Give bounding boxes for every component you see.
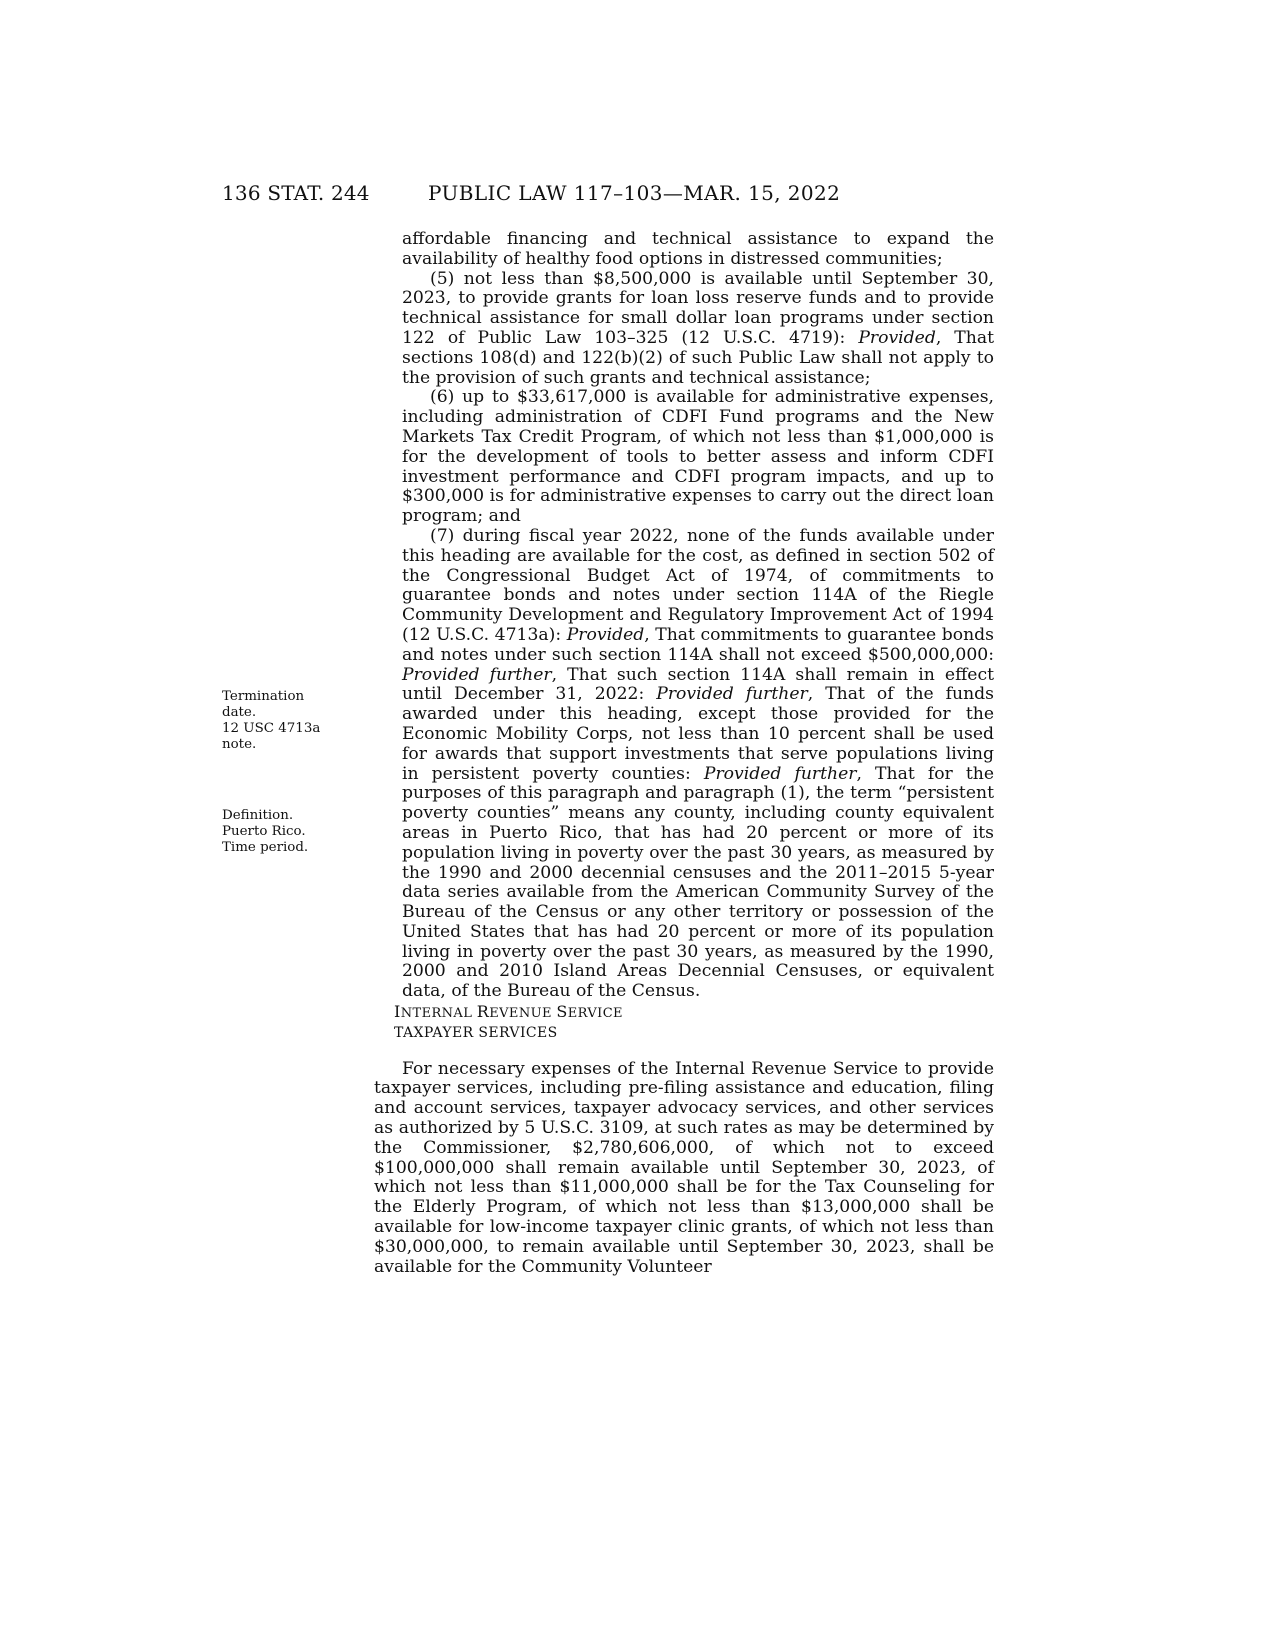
- heading-letter: R: [476, 1002, 490, 1022]
- margin-note-line: Termination: [222, 689, 305, 704]
- margin-note-line: note.: [222, 737, 257, 752]
- heading-letter: I: [394, 1002, 401, 1022]
- provided-clause: Provided: [858, 327, 936, 348]
- paragraph-5: [374, 270, 994, 389]
- margin-note-line: date.: [222, 705, 257, 720]
- section-heading-irs: [374, 1002, 994, 1024]
- heading-small-caps: ERVICE: [567, 1006, 623, 1022]
- text-run: , That of the funds awarded under this heading, except those provided for the Economic Mobility Corps, not less than 10 percent shall be used for awards that support investments that serve populations living in persistent poverty counties:: [402, 684, 994, 784]
- text-run: (5) not less than $8,500,000 is available until September 30, 2023, to provide grants for loan loss reserve funds and to provide technical assistance for small dollar loan programs under section 122 of Public Law 103–325 (12 U.S.C. 4719):: [402, 268, 994, 348]
- subheading-taxpayer-services: TAXPAYER SERVICES: [394, 1024, 558, 1041]
- heading-small-caps: NTERNAL: [400, 1006, 477, 1022]
- page-header: [0, 181, 1275, 211]
- margin-note-definition: [222, 808, 342, 856]
- law-title: PUBLIC LAW 117–103—MAR. 15, 2022: [428, 181, 841, 205]
- paragraph-taxpayer-services: For necessary expenses of the Internal Revenue Service to provide taxpayer services, including pre-filing assistance and education, filing and account services, taxpayer advocacy services, and other services as authorized by 5 U.S.C. 3109, at such rates as may be determined by the Commissioner, $2,780,606,000, of which not to exceed $100,000,000 shall remain available until September 30, 2023, of which not less than $11,000,000 shall be for the Tax Counseling for the Elderly Program, of which not less than $13,000,000 shall be available for low-income taxpayer clinic grants, of which not less than $30,000,000, to remain available until September 30, 2023, shall be available for the Community Volunteer: [374, 1058, 994, 1277]
- text-run: (7) during fiscal year 2022, none of the funds available under this heading are available for the cost, as defined in section 502 of the Congressional Budget Act of 1974, of commitments to guarantee bonds and notes under section 114A of the Riegle Community Development and Regulatory Improvement Act of 1994 (12 U.S.C. 4713a):: [402, 525, 994, 645]
- body-text: [374, 230, 994, 1277]
- margin-note-line: 12 USC 4713a: [222, 721, 321, 736]
- paragraph-6: (6) up to $33,617,000 is available for administrative expenses, including administration of CDFI Fund programs and the New Markets Tax Credit Program, of which not less than $1,000,000 is for the development of tools to better assess and inform CDFI investment performance and CDFI program impacts, and up to $300,000 is for administrative expenses to carry out the direct loan program; and: [402, 387, 994, 527]
- text-run: , That sections 108(d) and 122(b)(2) of such Public Law shall not apply to the provision of such grants and technical assistance;: [402, 327, 994, 388]
- provided-further-clause: Provided further: [703, 763, 857, 784]
- margin-note-line: Definition.: [222, 808, 294, 823]
- margin-note-line: Puerto Rico.: [222, 824, 306, 839]
- margin-note-termination: [222, 689, 342, 753]
- paragraph-7: [374, 527, 994, 1002]
- stat-page-number: 136 STAT. 244: [222, 181, 370, 205]
- paragraph-continued: affordable financing and technical assistance to expand the availability of healthy food options in distressed communities;: [402, 229, 994, 269]
- text-run: , That for the purposes of this paragraph and paragraph (1), the term “persistent poverty counties” means any county, including county equivalent areas in Puerto Rico, that has had 20 percent or more of its population living in poverty over the past 30 years, as measured by the 1990 and 2000 decennial censuses and the 2011–2015 5-year data series available from the American Community Survey of the Bureau of the Census or any other territory or possession of the United States that has had 20 percent or more of its population living in poverty over the past 30 years, as measured by the 1990, 2000 and 2010 Island Areas Decennial Censuses, or equivalent data, of the Bureau of the Census.: [402, 763, 994, 1002]
- text-run: , That commitments to guarantee bonds and notes under such section 114A shall not exceed $500,000,000:: [402, 624, 995, 665]
- heading-small-caps: EVENUE: [489, 1006, 557, 1022]
- text-run: , That such section 114A shall remain in effect until December 31, 2022:: [402, 664, 994, 705]
- provided-further-clause: Provided further: [656, 684, 808, 705]
- heading-letter: S: [556, 1002, 568, 1022]
- margin-note-line: Time period.: [222, 840, 309, 855]
- provided-clause: Provided: [566, 624, 645, 645]
- provided-further-clause: Provided further: [402, 664, 552, 685]
